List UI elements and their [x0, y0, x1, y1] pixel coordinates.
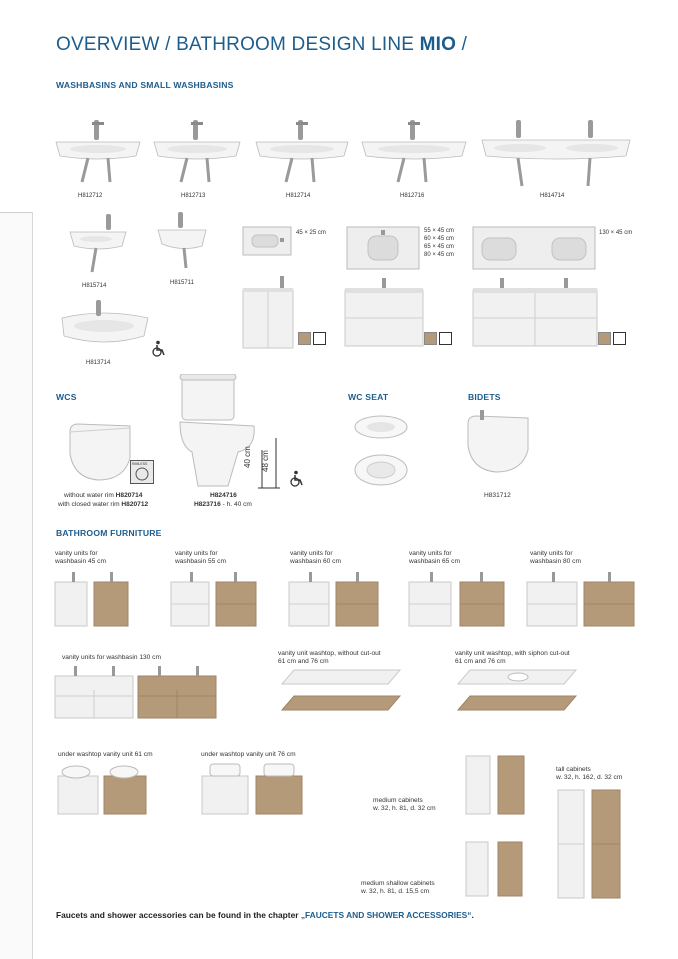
double-vanity-unit-image — [472, 276, 598, 348]
footer-end: . — [471, 910, 474, 920]
furniture-label: tall cabinets w. 32, h. 162, d. 32 cm — [556, 766, 623, 781]
wall-hung-wc-image — [64, 418, 138, 484]
washbasin-image — [252, 112, 352, 190]
furniture-label: vanity units for washbasin 60 cm — [290, 550, 341, 565]
size-label: 130 × 45 cm — [599, 230, 633, 236]
medium-shallow-cabinets-image — [464, 840, 526, 898]
vanity-pair-image — [54, 572, 130, 628]
mini-vanity-unit-image — [242, 274, 294, 350]
furniture-label: vanity unit washtop, without cut-out 61 cm and 76 cm — [278, 650, 381, 665]
wc-seat-image — [352, 412, 410, 488]
size-label: 60 × 45 cm — [424, 236, 454, 242]
section-furniture: BATHROOM FURNITURE — [56, 528, 162, 538]
section-bidets: BIDETS — [468, 392, 501, 402]
washtop-siphon-cutout-image — [456, 668, 580, 716]
footer-text: Faucets and shower accessories can be found in the chapter — [56, 910, 301, 920]
vanity-pair-image — [408, 572, 506, 628]
furniture-label: vanity units for washbasin 55 cm — [175, 550, 226, 565]
washtop-no-cutout-image — [280, 668, 404, 716]
medium-cabinets-image — [464, 754, 526, 816]
wc-rim-text: with closed water rim — [58, 501, 122, 508]
furniture-label: under washtop vanity unit 76 cm — [201, 751, 296, 758]
size-label: 80 × 45 cm — [424, 252, 454, 258]
mini-washbasin-topview — [242, 226, 292, 256]
furniture-label: vanity units for washbasin 80 cm — [530, 550, 581, 565]
vanity-pair-image — [526, 572, 636, 628]
product-code: H812714 — [286, 193, 311, 199]
product-code: H812713 — [181, 193, 206, 199]
rimless-badge-label: RIMLESS — [132, 462, 148, 466]
product-code: H814714 — [540, 193, 565, 199]
washbasin-image — [150, 112, 244, 190]
page-edge-line — [0, 212, 32, 213]
page-title — [56, 34, 467, 56]
furniture-label: vanity units for washbasin 45 cm — [55, 550, 106, 565]
title-bold: MIO — [419, 34, 457, 55]
product-code: H824716 — [210, 492, 237, 499]
title-prefix: OVERVIEW / BATHROOM DESIGN LINE — [56, 34, 420, 55]
close-coupled-wc-image — [178, 374, 260, 488]
furniture-label: under washtop vanity unit 61 cm — [58, 751, 153, 758]
wc-rim-line2 — [58, 501, 148, 509]
dimension-40: 40 cm — [243, 446, 252, 468]
under-washtop-61-image — [56, 762, 148, 816]
washbasin-image — [358, 112, 470, 190]
accessible-washbasin-image — [56, 296, 152, 354]
section-wc-seat: WC SEAT — [348, 392, 389, 402]
wc-standing-suffix: - h. 40 cm — [220, 501, 252, 508]
product-code: H820712 — [121, 501, 149, 508]
furniture-label: medium shallow cabinets w. 32, h. 81, d. 15,5 cm — [361, 880, 435, 895]
furniture-label: medium cabinets w. 32, h. 81, d. 32 cm — [373, 797, 436, 812]
furniture-label: vanity units for washbasin 130 cm — [62, 654, 161, 661]
page-edge-shadow — [0, 212, 33, 959]
footer-chapter-link[interactable]: „FAUCETS AND SHOWER ACCESSORIES“ — [300, 910, 472, 920]
size-label: 45 × 25 cm — [296, 230, 326, 236]
wc-rim-text: without water rim — [64, 492, 116, 499]
section-washbasins: WASHBASINS AND SMALL WASHBASINS — [56, 80, 234, 90]
footer-note — [56, 910, 474, 920]
double-washbasin-image — [478, 112, 634, 192]
bidet-image — [462, 410, 536, 484]
product-code: H831712 — [484, 492, 511, 499]
vanity-unit-image — [344, 276, 424, 348]
product-code: H815711 — [170, 280, 194, 286]
product-code: H812712 — [78, 193, 103, 199]
vanity-pair-image — [288, 572, 380, 628]
product-code: H823716 — [194, 501, 221, 508]
under-washtop-76-image — [200, 762, 304, 816]
double-washbasin-topview — [472, 226, 596, 270]
dimension-48: 48 cm — [261, 450, 270, 472]
small-washbasin-image — [66, 210, 130, 276]
washbasin-topview — [346, 226, 420, 270]
vanity-pair-image — [170, 572, 258, 628]
washbasin-image — [52, 112, 144, 190]
section-wcs: WCS — [56, 392, 77, 402]
size-label: 55 × 45 cm — [424, 228, 454, 234]
product-code: H812716 — [400, 193, 425, 199]
color-swatches — [424, 332, 454, 346]
vanity-130-pair-image — [54, 666, 218, 720]
furniture-label: vanity unit washtop, with siphon cut-out 61 cm and 76 cm — [455, 650, 570, 665]
wheelchair-icon — [288, 470, 306, 488]
furniture-label: vanity units for washbasin 65 cm — [409, 550, 460, 565]
product-code: H820714 — [115, 492, 143, 499]
product-code: H813714 — [86, 360, 111, 366]
color-swatches — [598, 332, 628, 346]
title-suffix: / — [456, 34, 468, 55]
color-swatches — [298, 332, 328, 346]
tall-cabinets-image — [556, 788, 622, 900]
wc-standing-line2 — [194, 501, 252, 509]
wheelchair-icon — [150, 340, 168, 358]
wc-rim-line1 — [64, 492, 142, 500]
product-code: H815714 — [82, 283, 107, 289]
small-washbasin-image — [154, 210, 214, 276]
size-label: 65 × 45 cm — [424, 244, 454, 250]
